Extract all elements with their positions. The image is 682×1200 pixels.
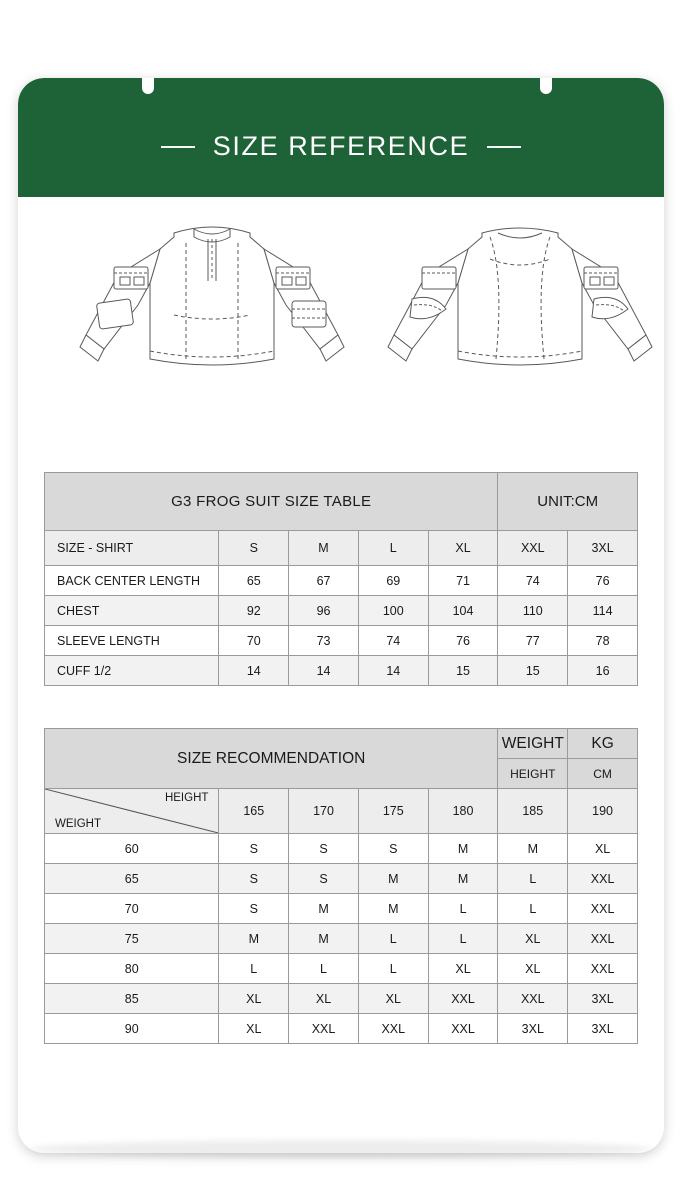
rec-size: L bbox=[428, 894, 498, 924]
rec-size: XXL bbox=[428, 984, 498, 1014]
rec-size: XXL bbox=[289, 1014, 359, 1044]
header-title-wrap bbox=[161, 131, 521, 162]
garment-back-illustration bbox=[386, 219, 654, 419]
rec-size: XL bbox=[289, 984, 359, 1014]
table-row bbox=[45, 566, 638, 596]
size-row-value: 96 bbox=[289, 596, 359, 626]
rec-size: XXL bbox=[568, 924, 638, 954]
rec-size: S bbox=[219, 834, 289, 864]
rec-size: L bbox=[358, 954, 428, 984]
garment-front-illustration bbox=[78, 219, 346, 419]
size-table-col-5: XXL bbox=[498, 531, 568, 566]
size-reference-card bbox=[18, 78, 664, 1153]
rec-size: 3XL bbox=[568, 1014, 638, 1044]
size-row-label: SLEEVE LENGTH bbox=[45, 626, 219, 656]
recommendation-axis-row bbox=[45, 789, 638, 834]
size-row-value: 15 bbox=[428, 656, 498, 686]
table-row bbox=[45, 894, 638, 924]
table-row bbox=[45, 834, 638, 864]
recommendation-title: SIZE RECOMMENDATION bbox=[45, 729, 498, 789]
rec-weight: 80 bbox=[45, 954, 219, 984]
size-row-label: CHEST bbox=[45, 596, 219, 626]
height-unit-label: HEIGHT bbox=[498, 759, 568, 789]
rec-size: L bbox=[428, 924, 498, 954]
page-title: SIZE REFERENCE bbox=[212, 131, 470, 161]
rec-size: XL bbox=[568, 834, 638, 864]
rec-size: XL bbox=[428, 954, 498, 984]
size-table-col-2: M bbox=[289, 531, 359, 566]
rec-weight: 85 bbox=[45, 984, 219, 1014]
rec-size: M bbox=[289, 924, 359, 954]
size-row-value: 114 bbox=[568, 596, 638, 626]
height-col-4: 185 bbox=[498, 789, 568, 834]
rec-size: M bbox=[219, 924, 289, 954]
rec-size: M bbox=[498, 834, 568, 864]
rec-size: M bbox=[358, 864, 428, 894]
table-row bbox=[45, 954, 638, 984]
weight-unit-value: KG bbox=[568, 729, 638, 759]
size-table-col-0: SIZE - SHIRT bbox=[45, 531, 219, 566]
size-row-value: 70 bbox=[219, 626, 289, 656]
recommendation-table bbox=[44, 728, 638, 1044]
garment-illustrations bbox=[18, 197, 664, 472]
rec-size: XXL bbox=[568, 954, 638, 984]
card-bottom-shadow bbox=[30, 1140, 652, 1158]
table-spacer bbox=[18, 686, 664, 728]
size-row-value: 15 bbox=[498, 656, 568, 686]
rec-size: L bbox=[498, 894, 568, 924]
rec-size: L bbox=[219, 954, 289, 984]
rec-size: XL bbox=[498, 954, 568, 984]
rec-size: XL bbox=[498, 924, 568, 954]
rec-size: M bbox=[289, 894, 359, 924]
size-row-value: 78 bbox=[568, 626, 638, 656]
rec-size: XXL bbox=[568, 864, 638, 894]
size-row-value: 76 bbox=[568, 566, 638, 596]
recommendation-header-row bbox=[45, 729, 638, 759]
size-row-value: 100 bbox=[358, 596, 428, 626]
rec-size: S bbox=[219, 864, 289, 894]
size-row-value: 73 bbox=[289, 626, 359, 656]
size-table-column-row bbox=[45, 531, 638, 566]
title-rule-left bbox=[161, 146, 195, 148]
rec-size: L bbox=[498, 864, 568, 894]
rec-size: M bbox=[358, 894, 428, 924]
size-row-value: 92 bbox=[219, 596, 289, 626]
size-row-value: 77 bbox=[498, 626, 568, 656]
height-col-5: 190 bbox=[568, 789, 638, 834]
size-row-value: 104 bbox=[428, 596, 498, 626]
size-table bbox=[44, 472, 638, 686]
rec-size: M bbox=[428, 864, 498, 894]
rec-size: L bbox=[289, 954, 359, 984]
size-table-col-4: XL bbox=[428, 531, 498, 566]
rec-size: XXL bbox=[358, 1014, 428, 1044]
rec-size: XL bbox=[219, 984, 289, 1014]
table-row bbox=[45, 1014, 638, 1044]
rec-weight: 75 bbox=[45, 924, 219, 954]
size-row-value: 71 bbox=[428, 566, 498, 596]
rec-size: 3XL bbox=[498, 1014, 568, 1044]
table-row bbox=[45, 984, 638, 1014]
height-col-3: 180 bbox=[428, 789, 498, 834]
height-col-0: 165 bbox=[219, 789, 289, 834]
size-row-value: 14 bbox=[358, 656, 428, 686]
size-row-value: 74 bbox=[498, 566, 568, 596]
rec-size: S bbox=[358, 834, 428, 864]
table-row bbox=[45, 656, 638, 686]
table-row bbox=[45, 596, 638, 626]
rec-weight: 70 bbox=[45, 894, 219, 924]
table-row bbox=[45, 864, 638, 894]
rec-size: S bbox=[219, 894, 289, 924]
recommendation-table-wrap bbox=[44, 728, 638, 1044]
size-row-value: 65 bbox=[219, 566, 289, 596]
title-rule-right bbox=[487, 146, 521, 148]
size-table-wrap bbox=[44, 472, 638, 686]
rec-size: XL bbox=[358, 984, 428, 1014]
size-row-value: 16 bbox=[568, 656, 638, 686]
rec-size: XXL bbox=[568, 894, 638, 924]
size-table-title: G3 FROG SUIT SIZE TABLE bbox=[45, 473, 498, 531]
rec-weight: 60 bbox=[45, 834, 219, 864]
rec-weight: 90 bbox=[45, 1014, 219, 1044]
size-row-value: 74 bbox=[358, 626, 428, 656]
size-table-col-1: S bbox=[219, 531, 289, 566]
size-table-col-3: L bbox=[358, 531, 428, 566]
table-row bbox=[45, 924, 638, 954]
header-notch-left bbox=[142, 78, 154, 94]
header-notch-right bbox=[540, 78, 552, 94]
size-row-value: 14 bbox=[219, 656, 289, 686]
rec-size: M bbox=[428, 834, 498, 864]
weight-unit-label: WEIGHT bbox=[498, 729, 568, 759]
size-table-header-row bbox=[45, 473, 638, 531]
size-row-value: 14 bbox=[289, 656, 359, 686]
size-row-label: CUFF 1/2 bbox=[45, 656, 219, 686]
height-col-1: 170 bbox=[289, 789, 359, 834]
size-row-value: 69 bbox=[358, 566, 428, 596]
size-row-value: 67 bbox=[289, 566, 359, 596]
rec-size: XL bbox=[219, 1014, 289, 1044]
axis-height-label: HEIGHT bbox=[164, 792, 209, 804]
rec-size: XXL bbox=[428, 1014, 498, 1044]
size-row-value: 110 bbox=[498, 596, 568, 626]
table-row bbox=[45, 626, 638, 656]
size-row-label: BACK CENTER LENGTH bbox=[45, 566, 219, 596]
height-unit-value: CM bbox=[568, 759, 638, 789]
size-row-value: 76 bbox=[428, 626, 498, 656]
size-table-unit: UNIT:CM bbox=[498, 473, 638, 531]
card-header bbox=[18, 78, 664, 197]
height-col-2: 175 bbox=[358, 789, 428, 834]
axis-corner-cell bbox=[45, 789, 219, 834]
rec-size: S bbox=[289, 834, 359, 864]
rec-size: S bbox=[289, 864, 359, 894]
rec-size: XXL bbox=[498, 984, 568, 1014]
axis-weight-label: WEIGHT bbox=[55, 818, 101, 830]
size-table-col-6: 3XL bbox=[568, 531, 638, 566]
rec-weight: 65 bbox=[45, 864, 219, 894]
rec-size: 3XL bbox=[568, 984, 638, 1014]
rec-size: L bbox=[358, 924, 428, 954]
